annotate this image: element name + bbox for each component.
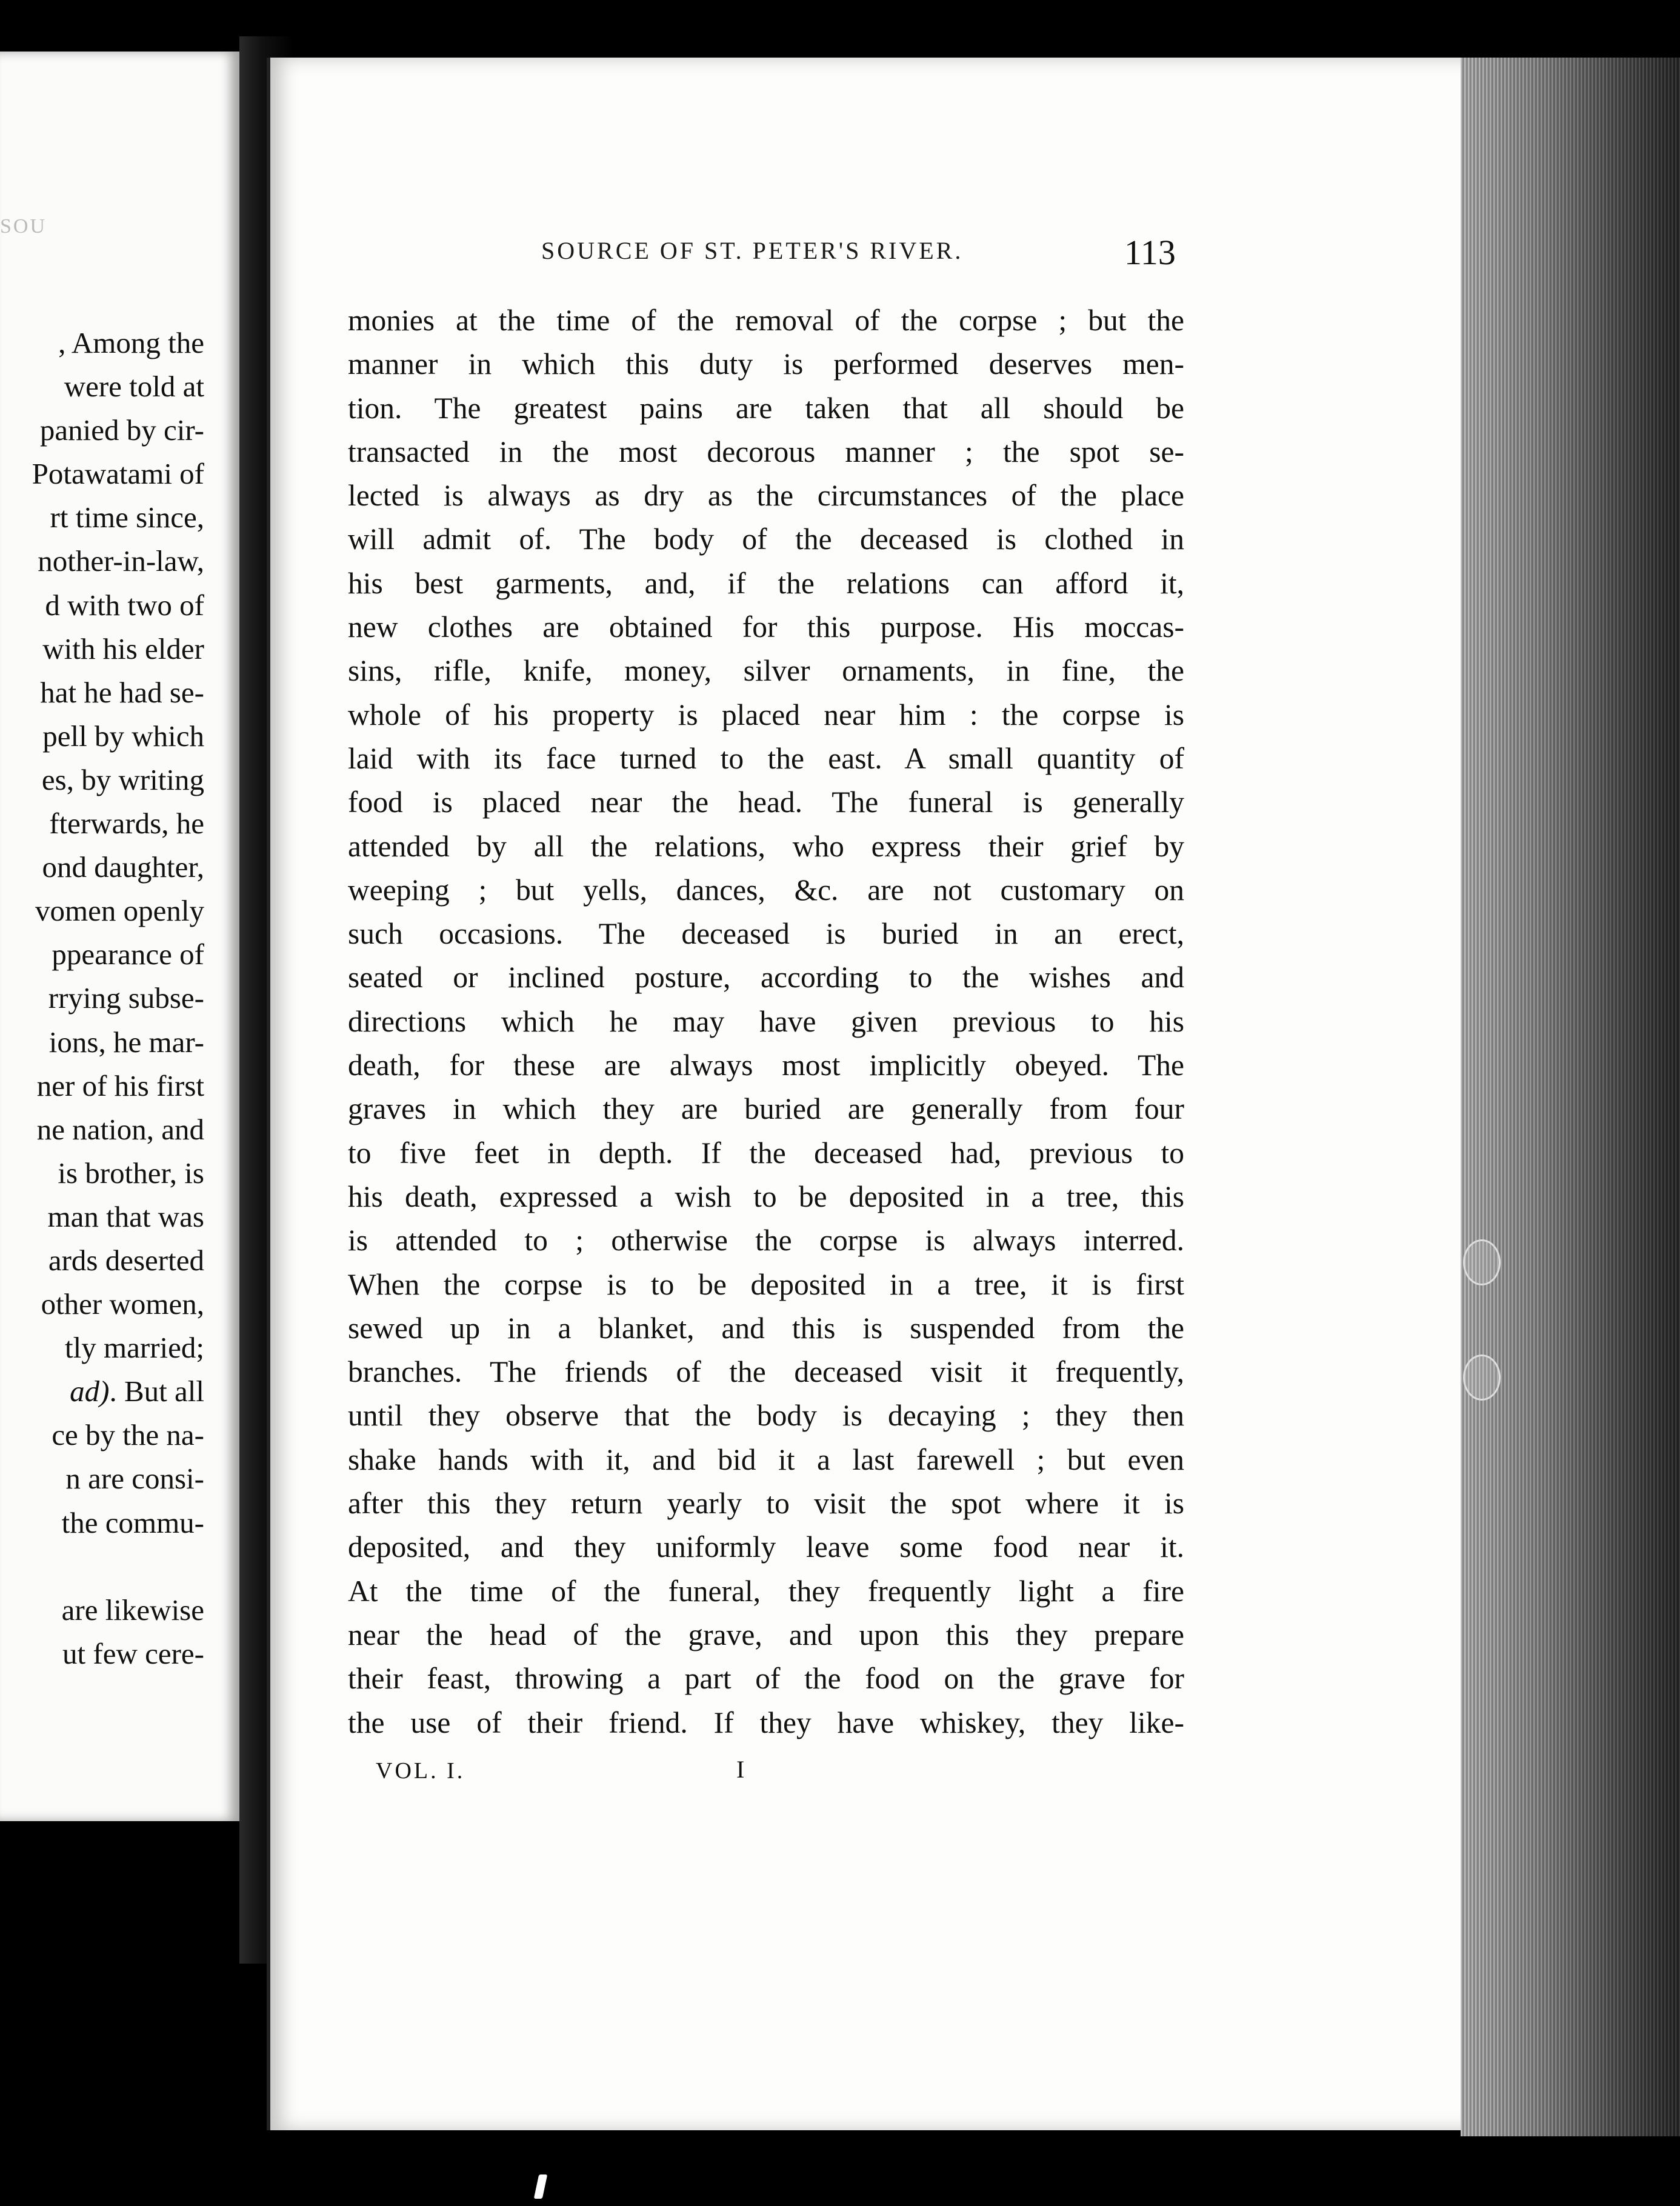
text-line: deposited, and they uniformly leave some food near it. [348, 1530, 1184, 1564]
text-line: rt time since, [50, 501, 204, 535]
text-line: ards deserted [48, 1243, 204, 1277]
text-line: When the corpse is to be deposited in a tree, it is first [348, 1267, 1184, 1301]
text-line: to five feet in depth. If the deceased had, previous to [348, 1136, 1184, 1170]
text-line: whole of his property is placed near him : the corpse is [348, 698, 1184, 731]
text-line: sewed up in a blanket, and this is suspended from the [348, 1311, 1184, 1345]
text-line: weeping ; but yells, dances, &c. are not customary on [348, 873, 1184, 907]
text-line: Potawatami of [32, 457, 204, 491]
body-text [348, 299, 1184, 1745]
text-line: ad). But all [70, 1375, 204, 1408]
text-line: death, for these are always most implicitly obeyed. The [348, 1048, 1184, 1082]
text-line: n are consi- [65, 1462, 204, 1496]
signature-mark: VOL. I. [376, 1758, 465, 1784]
text-line: fterwards, he [49, 807, 204, 841]
text-line: ppearance of [52, 938, 204, 971]
text-line: the commu- [61, 1505, 204, 1539]
text-line: pell by which [42, 719, 204, 753]
text-line: his best garments, and, if the relations can afford it, [348, 566, 1184, 600]
scan-artifact [534, 2174, 548, 2199]
text-line: ond daughter, [42, 850, 204, 884]
binding-hole-icon [1463, 1239, 1501, 1285]
gathering-mark: I [736, 1756, 745, 1783]
text-line: hat he had se- [40, 675, 204, 709]
text-line: At the time of the funeral, they frequently light a fire [348, 1574, 1184, 1608]
text-line: were told at [64, 370, 204, 404]
left-running-head: SOU [0, 215, 47, 238]
text-line: es, by writing [41, 762, 204, 796]
text-line: will admit of. The body of the deceased is clothed in [348, 522, 1184, 556]
text-line: vomen openly [35, 894, 204, 928]
page-number: 113 [1124, 233, 1176, 272]
text-line: with his elder [42, 631, 204, 665]
text-line: tion. The greatest pains are taken that all should be [348, 391, 1184, 425]
text-line: are likewise [61, 1593, 204, 1627]
text-line: sins, rifle, knife, money, silver ornaments, in fine, the [348, 654, 1184, 688]
text-line: until they observe that the body is decaying ; they then [348, 1399, 1184, 1433]
text-line: attended by all the relations, who express their grief by [348, 829, 1184, 863]
binding-hole-icon [1463, 1355, 1501, 1401]
text-line: such occasions. The deceased is buried in an erect, [348, 917, 1184, 951]
text-line: after this they return yearly to visit the spot where it is [348, 1487, 1184, 1521]
text-line: rrying subse- [48, 981, 204, 1015]
text-line: , Among the [58, 326, 204, 359]
text-line: the use of their friend. If they have whiskey, they like- [348, 1705, 1184, 1739]
text-line: laid with its face turned to the east. A small quantity of [348, 741, 1184, 775]
left-page [0, 52, 239, 1821]
text-line: monies at the time of the removal of the corpse ; but the [348, 304, 1184, 337]
text-line: ner of his first [36, 1068, 204, 1102]
text-line: seated or inclined posture, according to the wishes and [348, 961, 1184, 995]
text-line: his death, expressed a wish to be deposited in a tree, this [348, 1179, 1184, 1213]
text-line: new clothes are obtained for this purpose. His moccas- [348, 610, 1184, 644]
text-line: other women, [41, 1287, 204, 1321]
left-page-text [0, 321, 204, 1676]
text-line: shake hands with it, and bid it a last farewell ; but even [348, 1442, 1184, 1476]
text-line: nother-in-law, [38, 544, 204, 578]
text-line: man that was [47, 1199, 204, 1233]
text-line: branches. The friends of the deceased visit it frequently, [348, 1355, 1184, 1389]
text-line: ne nation, and [36, 1112, 204, 1146]
text-line: directions which he may have given previous to his [348, 1004, 1184, 1038]
text-line: ce by the na- [52, 1418, 204, 1452]
text-line: lected is always as dry as the circumstances of the place [348, 479, 1184, 513]
text-line [0, 1545, 204, 1588]
text-line: transacted in the most decorous manner ; the spot se- [348, 435, 1184, 468]
running-head: SOURCE OF ST. PETER'S RIVER. [541, 237, 964, 264]
text-line: ions, he mar- [48, 1025, 204, 1059]
text-line: is brother, is [58, 1156, 204, 1190]
text-line: manner in which this duty is performed deserves men- [348, 347, 1184, 381]
text-line: ut few cere- [62, 1636, 204, 1670]
text-line: their feast, throwing a part of the food on the grave for [348, 1662, 1184, 1696]
page-edges [1461, 58, 1680, 2136]
text-line: graves in which they are buried are generally from four [348, 1092, 1184, 1126]
text-line: is attended to ; otherwise the corpse is always interred. [348, 1224, 1184, 1258]
text-line: near the head of the grave, and upon this they prepare [348, 1618, 1184, 1651]
text-line: food is placed near the head. The funeral is generally [348, 785, 1184, 819]
text-line: d with two of [45, 588, 204, 622]
text-line: tly married; [65, 1331, 204, 1365]
text-line: panied by cir- [39, 413, 204, 447]
